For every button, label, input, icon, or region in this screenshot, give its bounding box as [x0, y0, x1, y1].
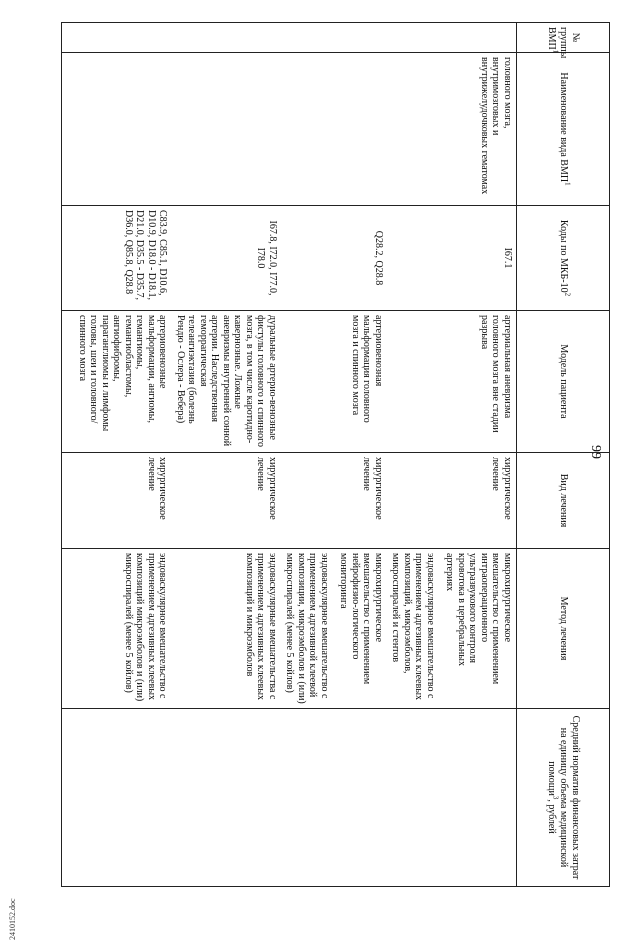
cell-patient-model: артериальная аневризма головного мозга вне стадии разрыва	[387, 311, 517, 453]
cell-treatment-method	[172, 549, 282, 709]
cell-treatment-method	[62, 549, 172, 709]
cell-vmp-name: головного мозга, внутримозговых и внутрижелудочковых гематомах	[387, 53, 517, 206]
cell-group-no	[281, 23, 387, 53]
cell-treatment-type: хирургическое лечение	[281, 453, 387, 549]
cell-vmp-name	[62, 53, 172, 206]
header-icd-codes: Коды по МКБ-$10^2$	[517, 206, 610, 311]
cell-patient-model: артериовенозная мальформация головного мозга и спинного мозга	[281, 311, 387, 453]
header-avg-cost: Средний норматив финансовых затрат на единицу объема медицинской помощи$^3$, рублей	[517, 709, 610, 887]
method-item: эндоваскулярное вмешательство с применением адгезивных клеевых композиций, микроэмболов, микроспиралей и стентов	[390, 553, 436, 701]
cell-icd-codes: C83.9, C85.1, D10.6, D10.9, D18.0 - D18.1, D21.0, D35.5 - D35.7, D36.0, Q85.8, Q28.8	[62, 206, 172, 311]
method-item: микрохирургическое вмешательство с применением интраоперационного ультразвукового контроля кровотока в церебральных артериях	[444, 553, 513, 685]
vmp-table	[61, 22, 610, 887]
cell-avg-cost	[172, 709, 282, 887]
cell-treatment-method	[281, 549, 387, 709]
cell-treatment-type: хирургическое лечение	[62, 453, 172, 549]
header-treatment-type: Вид лечения	[517, 453, 610, 549]
cell-treatment-method	[387, 549, 517, 709]
cell-treatment-type: хирургическое лечение	[387, 453, 517, 549]
table-row	[281, 23, 387, 887]
table-row	[387, 23, 517, 887]
header-treatment-method: Метод лечения	[517, 549, 610, 709]
cell-group-no	[387, 23, 517, 53]
cell-patient-model: артериовенозные мальформации, ангиомы, гемангиомы, гемангиобластомы, ангиофибромы, параганглиомы и лимфомы головы, шеи и головного/спинного мозга	[62, 311, 172, 453]
method-item: эндоваскулярное вмешательство с применением адгезивных клеевых композиций микроэмболов и (или) микроспиралей (менее 5 койлов)	[123, 553, 169, 702]
cell-vmp-name	[172, 53, 282, 206]
cell-icd-codes: I67.8, I72.0, I77.0, I78.0	[172, 206, 282, 311]
cell-vmp-name	[281, 53, 387, 206]
page-number: 99	[588, 445, 603, 459]
cell-group-no	[172, 23, 282, 53]
header-group-no: № группы ВМП$^1$	[517, 23, 610, 53]
table-row	[62, 23, 172, 887]
cell-group-no	[62, 23, 172, 53]
method-item: эндоваскулярное вмешательство с применением адгезивной клеевой композиции, микроэмболов и (или) микроспиралей (менее 5 койлов)	[284, 553, 330, 704]
cell-avg-cost	[62, 709, 172, 887]
header-patient-model: Модель пациента	[517, 311, 610, 453]
cell-icd-codes: Q28.2, Q28.8	[281, 206, 387, 311]
table-row	[172, 23, 282, 887]
method-item: эндоваскулярные вмешательства с применением адгезивных клеевых композиций и микроэмболов	[244, 553, 278, 701]
cell-avg-cost	[281, 709, 387, 887]
cell-patient-model: дуральные артерио-венозные фистулы головного и спинного мозга, в том числе каротидно-кавернозные. Ложные аневризмы внутренней сонной артерии. Наследственная геморрагическая телеангиэктазия (болезнь Рендю - Ослера - Вебера)	[172, 311, 282, 453]
rotated-table-container	[60, 22, 610, 886]
header-vmp-name: Наименование вида ВМП$^1$	[517, 53, 610, 206]
cell-icd-codes: I67.1	[387, 206, 517, 311]
table-header-row	[517, 23, 610, 887]
method-item: микрохирургическое вмешательство с применением нейрофизио-логического мониторинга	[338, 553, 384, 685]
document-id: 2410152.doc	[8, 898, 17, 940]
cell-avg-cost	[387, 709, 517, 887]
cell-treatment-type: хирургическое лечение	[172, 453, 282, 549]
